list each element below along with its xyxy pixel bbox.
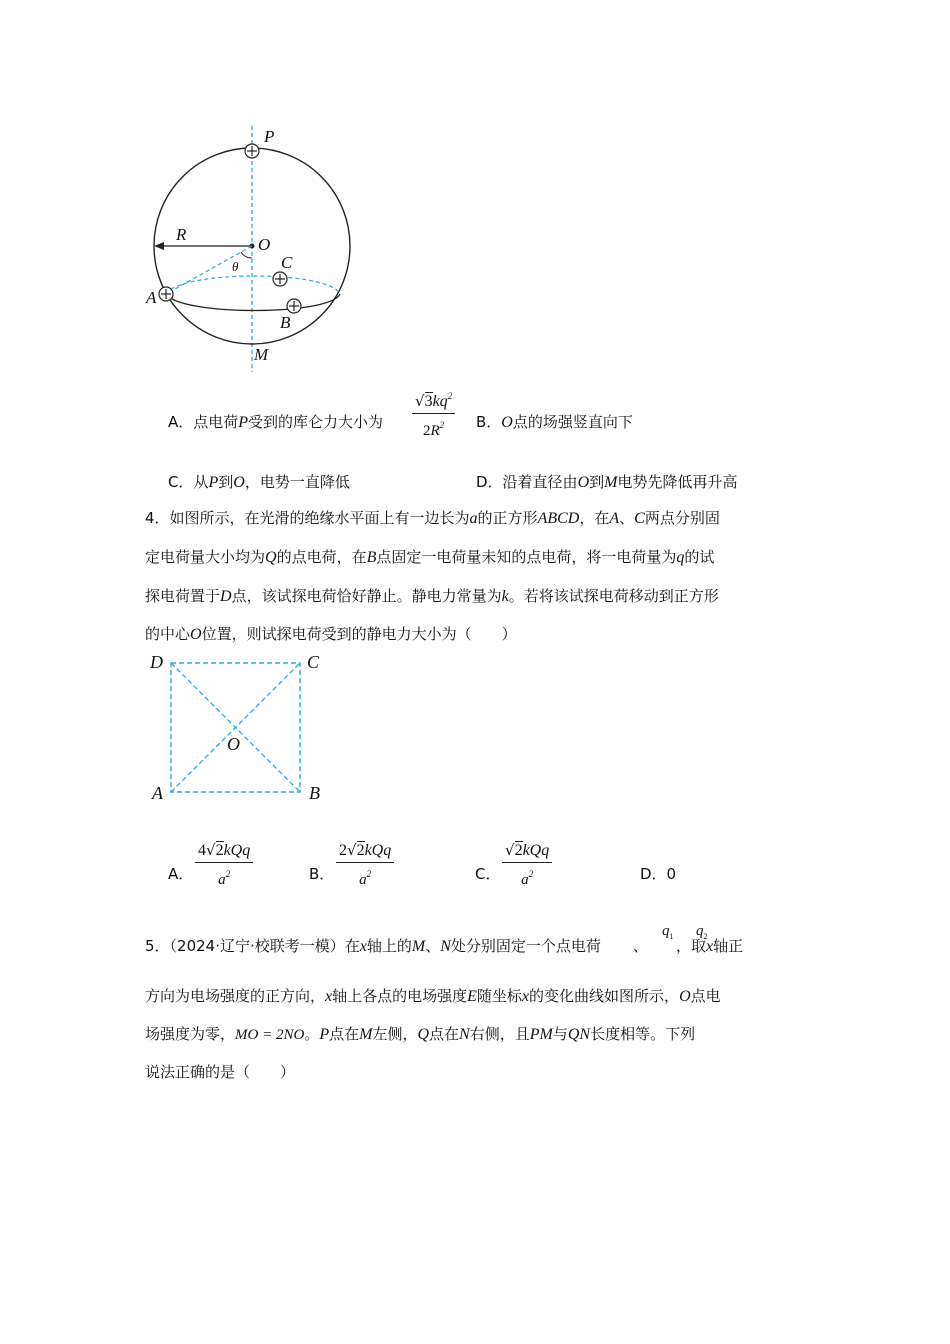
q3-option-c[interactable]: C．从P到O，电势一直降低 — [168, 473, 350, 491]
q4-option-c[interactable]: C． — [475, 865, 501, 883]
q2-symbol: $q_2$ — [696, 923, 708, 941]
q4-line-4: 的中心O位置，则试探电荷受到的静电力大小为（ ） — [145, 625, 517, 643]
q4-option-a[interactable]: A． — [168, 865, 194, 883]
line-o-to-a — [166, 246, 252, 294]
q5-line-2: 方向为电场强度的正方向，x轴上各点的电场强度E随坐标x的变化曲线如图所示，O点电 — [145, 987, 721, 1005]
q3-option-d[interactable]: D．沿着直径由O到M电势先降低再升高 — [476, 473, 738, 491]
charge-p — [245, 144, 259, 158]
figure-sphere — [140, 120, 360, 380]
q4-line-2: 定电荷量大小均为Q的点电荷，在B点固定一电荷量未知的点电荷，将一电荷量为q的试 — [145, 548, 715, 566]
q5-line-1: 5．（2024·辽宁·校联考一模）在x轴上的M、N处分别固定一个点电荷 、 ，取x轴正 — [145, 937, 744, 955]
label-o: O — [258, 235, 271, 254]
radius-arrowhead — [154, 242, 164, 250]
q1-symbol: $q_1$ — [662, 923, 674, 941]
label-m: M — [254, 345, 269, 364]
charge-c — [273, 272, 287, 286]
label-d: D — [150, 652, 163, 672]
q4-line-1: 4．如图所示，在光滑的绝缘水平面上有一边长为a的正方形ABCD，在A、C两点分别固 — [145, 509, 720, 527]
label-p: P — [264, 127, 275, 146]
q4-line-3: 探电荷置于D点，该试探电荷恰好静止。静电力常量为k。若将该试探电荷移动到正方形 — [145, 587, 719, 605]
label-o2: O — [227, 734, 240, 754]
q4-option-d[interactable]: D．0 — [640, 865, 677, 883]
label-r: R — [176, 225, 187, 244]
mo-equation: MO = 2NO — [235, 1027, 305, 1043]
q4-option-b-fraction: 2√2kQq $a^2$ — [336, 840, 394, 890]
label-c2: C — [307, 652, 320, 672]
ring-front — [166, 294, 340, 311]
label-b2: B — [309, 783, 320, 803]
q3-option-a-fraction: $√3kq^2$ $2R^2$ — [412, 386, 455, 441]
q4-option-b[interactable]: B． — [309, 865, 335, 883]
q5-line-3: 场强度为零，MO = 2NO。P点在M左侧，Q点在N右侧，且PM与QN长度相等。下列 — [145, 1025, 696, 1043]
q3-option-a[interactable]: A．点电荷P受到的库仑力大小为 — [168, 413, 384, 431]
q5-line-4: 说法正确的是（ ） — [145, 1063, 296, 1081]
label-c: C — [281, 253, 293, 272]
ring-back — [166, 276, 340, 294]
label-theta: θ — [232, 259, 239, 274]
q3-option-b[interactable]: B．O点的场强竖直向下 — [476, 413, 633, 431]
q4-option-c-fraction: √2kQq $a^2$ — [502, 840, 552, 890]
label-a: A — [146, 288, 157, 307]
figure-square — [160, 655, 310, 805]
q4-option-a-fraction: 4√2kQq $a^2$ — [195, 840, 253, 890]
charge-b — [287, 299, 301, 313]
theta-arc — [241, 252, 252, 258]
label-b: B — [280, 313, 291, 332]
charge-a — [159, 287, 173, 301]
label-a2: A — [152, 783, 163, 803]
